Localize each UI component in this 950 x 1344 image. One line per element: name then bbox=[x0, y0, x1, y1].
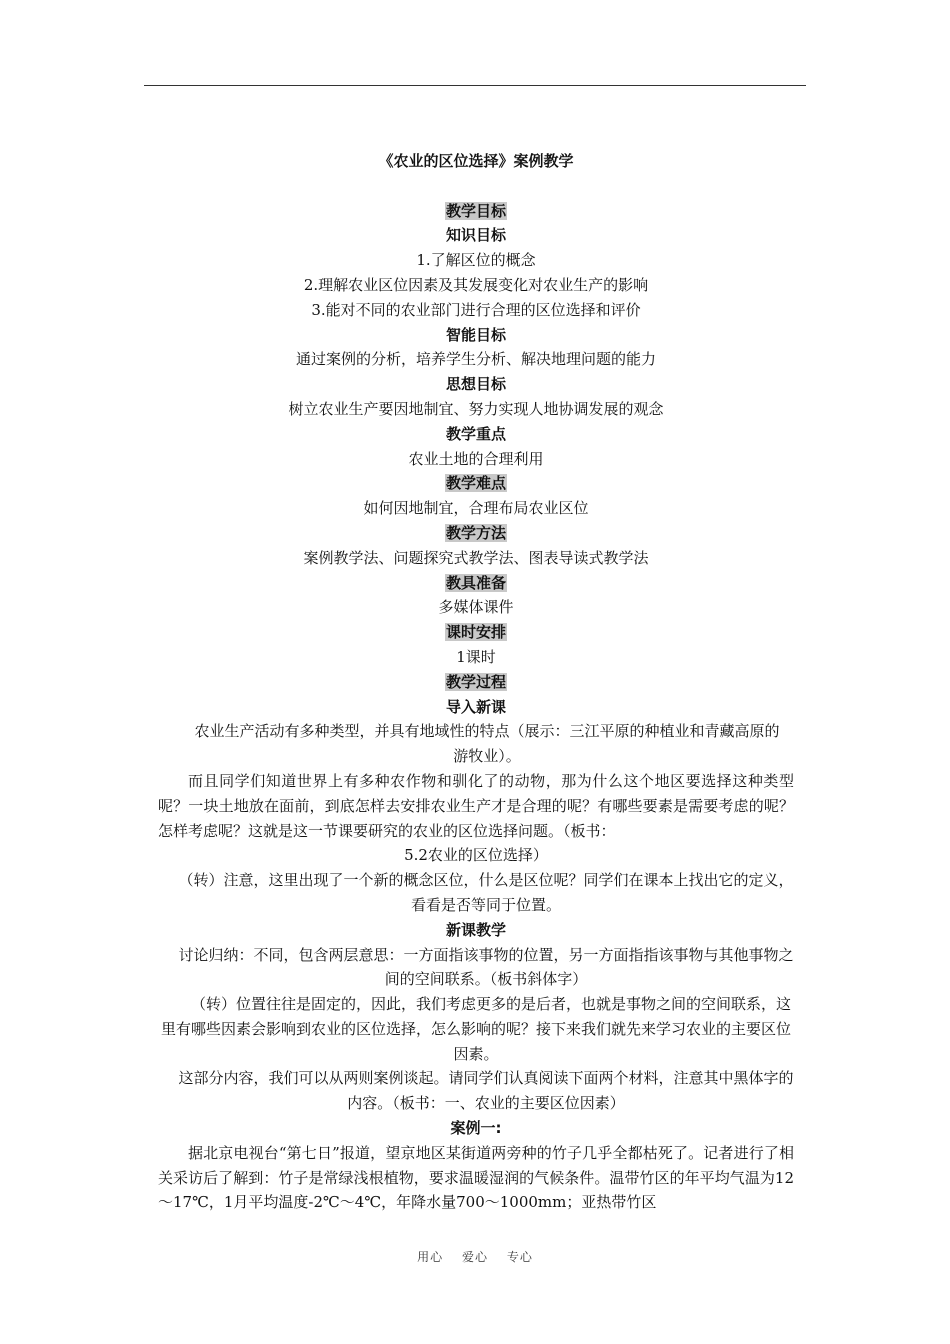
new-lesson-paragraph-2: （转）位置往往是固定的，因此，我们考虑更多的是后者，也就是事物之间的空间联系，这里有哪些因素会影响到农业的区位选择，怎么影响的呢？接下来我们就先来学习农业的主要区位因素。 bbox=[160, 995, 791, 1063]
knowledge-item: 3.能对不同的农业部门进行合理的区位选择和评价 bbox=[311, 300, 641, 319]
thought-text: 树立农业生产要因地制宜、努力实现人地协调发展的观念 bbox=[288, 399, 664, 418]
schedule-text: 1课时 bbox=[456, 647, 496, 666]
knowledge-item: 2.理解农业区位因素及其发展变化对农业生产的影响 bbox=[303, 275, 649, 294]
new-lesson-paragraph-3: 这部分内容，我们可以从两则案例谈起。请同学们认真阅读下面两个材料，注意其中黑体字的内容。（板书：一、农业的主要区位因素） bbox=[178, 1069, 794, 1113]
document-title: 《农业的区位选择》案例教学 bbox=[378, 152, 574, 170]
section-heading-schedule: 课时安排 bbox=[445, 623, 506, 642]
section-heading-method: 教学方法 bbox=[445, 523, 506, 542]
section-heading-focus: 教学重点 bbox=[445, 424, 506, 443]
intro-paragraph-2: 而且同学们知道世界上有多种农作物和驯化了的动物，那为什么这个地区要选择这种类型呢？一块土地放在面前，到底怎样去安排农业生产才是合理的呢？有哪些要素是需要考虑的呢？怎样考虑呢？这就是这一节课要研究的农业的区位选择问题。（板书： bbox=[158, 771, 794, 840]
subheading-knowledge: 知识目标 bbox=[445, 226, 506, 245]
case-one-heading: 案例一: bbox=[450, 1119, 502, 1138]
header-rule bbox=[144, 85, 806, 86]
subheading-intro: 导入新课 bbox=[445, 697, 506, 716]
footer-word: 爱心 bbox=[461, 1250, 488, 1264]
section-heading-tools: 教具准备 bbox=[445, 573, 506, 592]
ability-text: 通过案例的分析，培养学生分析、解决地理问题的能力 bbox=[295, 350, 656, 369]
focus-text: 农业土地的合理利用 bbox=[408, 449, 544, 468]
document-body bbox=[158, 149, 794, 1215]
knowledge-item: 1.了解区位的概念 bbox=[416, 251, 536, 270]
difficulty-text: 如何因地制宜，合理布局农业区位 bbox=[363, 499, 589, 518]
subheading-thought: 思想目标 bbox=[445, 375, 506, 394]
intro-paragraph-1: 农业生产活动有多种类型，并具有地域性的特点（展示：三江平原的种植业和青藏高原的游牧业）。 bbox=[194, 722, 780, 766]
case-one-text: 据北京电视台“第七日”报道，望京地区某街道两旁种的竹子几乎全都枯死了。记者进行了相关采访后了解到：竹子是常绿浅根植物，要求温暖湿润的气候条件。温带竹区的年平均气温为12～17℃，1月平均温度-2℃～4℃，年降水量700～1000mm；亚热带竹区 bbox=[158, 1143, 794, 1212]
page-footer bbox=[0, 1248, 950, 1265]
section-heading-goals: 教学目标 bbox=[445, 201, 506, 220]
intro-paragraph-3: （转）注意，这里出现了一个新的概念区位，什么是区位呢？同学们在课本上找出它的定义，看看是否等同于位置。 bbox=[178, 871, 794, 914]
new-lesson-paragraph-1: 讨论归纳：不同，包含两层意思：一方面指该事物的位置，另一方面指指该事物与其他事物之间的空间联系。（板书斜体字） bbox=[178, 945, 794, 989]
section-heading-process: 教学过程 bbox=[445, 672, 506, 691]
intro-paragraph-2-end: 5.2农业的区位选择） bbox=[404, 846, 548, 865]
footer-word: 专心 bbox=[506, 1250, 533, 1264]
method-text: 案例教学法、问题探究式教学法、图表导读式教学法 bbox=[303, 548, 649, 567]
footer-word: 用心 bbox=[417, 1250, 444, 1264]
tools-text: 多媒体课件 bbox=[438, 598, 514, 617]
subheading-ability: 智能目标 bbox=[445, 325, 506, 344]
section-heading-difficulty: 教学难点 bbox=[445, 474, 506, 493]
subheading-new-lesson: 新课教学 bbox=[445, 920, 506, 939]
